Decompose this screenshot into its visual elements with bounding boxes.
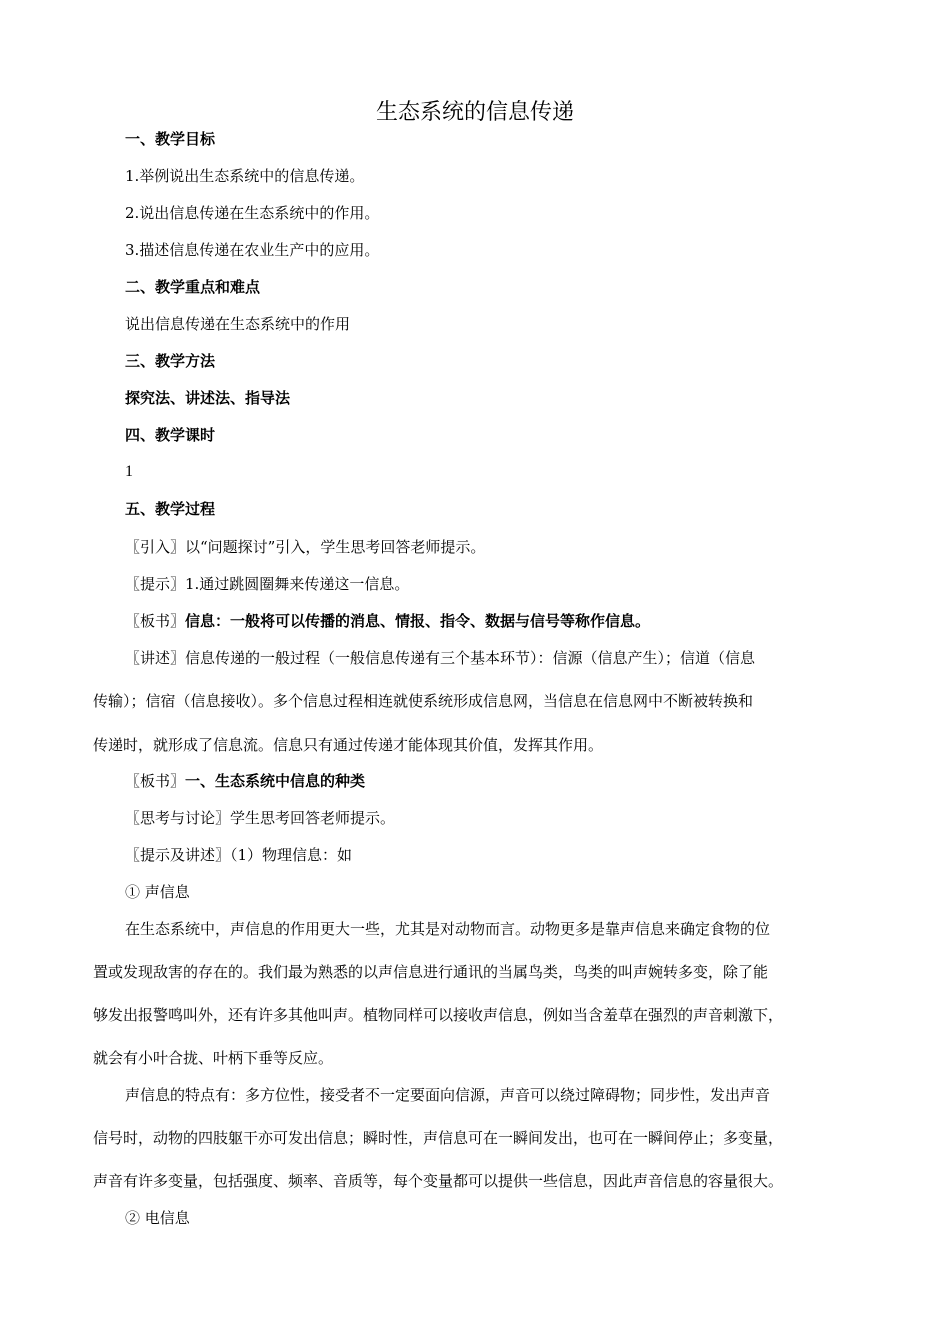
hint-text: 〖提示〗1.通过跳圆圈舞来传递这一信息。 — [125, 575, 410, 593]
key-points-text: 说出信息传递在生态系统中的作用 — [125, 315, 351, 333]
board-text: 一、生态系统中信息的种类 — [185, 772, 366, 790]
board-note-1 — [125, 611, 890, 631]
lecture-line-3: 传递时，就形成了信息流。信息只有通过传递才能体现其价值，发挥其作用。 — [93, 736, 604, 754]
objective-2: 2.说出信息传递在生态系统中的作用。 — [125, 204, 380, 222]
board-text: 信息：一般将可以传播的消息、情报、指令、数据与信号等称作信息。 — [185, 612, 651, 630]
lecture-line-1: 〖讲述〗信息传递的一般过程（一般信息传递有三个基本环节）：信源（信息产生）；信道（信息 — [125, 649, 756, 667]
heading-key-points: 二、教学重点和难点 — [125, 278, 261, 296]
hours-value: 1 — [125, 463, 133, 480]
document-title: 生态系统的信息传递 — [375, 100, 574, 125]
methods-text: 探究法、讲述法、指导法 — [125, 389, 291, 407]
heading-methods: 三、教学方法 — [125, 352, 216, 370]
objective-3: 3.描述信息传递在农业生产中的应用。 — [125, 241, 380, 259]
intro-text: 〖引入〗以“问题探讨”引入，学生思考回答老师提示。 — [125, 538, 486, 556]
board-tag: 〖板书〗 — [125, 772, 186, 790]
sound-para2-line1: 声信息的特点有：多方位性，接受者不一定要面向信源，声音可以绕过障碍物；同步性，发出声音 — [125, 1086, 771, 1104]
sound-para2-line2: 信号时，动物的四肢躯干亦可发出信息；瞬时性，声信息可在一瞬间发出，也可在一瞬间停止；多变量， — [93, 1129, 784, 1147]
heading-hours: 四、教学课时 — [125, 426, 216, 444]
sound-para2-line3: 声音有许多变量，包括强度、频率、音质等，每个变量都可以提供一些信息，因此声音信息的容量很大。 — [93, 1172, 784, 1190]
lecture-line-2: 传输）；信宿（信息接收）。多个信息过程相连就使系统形成信息网，当信息在信息网中不断被转换和 — [93, 692, 754, 710]
sound-para1-line1: 在生态系统中，声信息的作用更大一些，尤其是对动物而言。动物更多是靠声信息来确定食物的位 — [125, 920, 771, 938]
sound-para1-line3: 够发出报警鸣叫外，还有许多其他叫声。植物同样可以接收声信息，例如当含羞草在强烈的声音刺激下， — [93, 1006, 784, 1024]
sound-para1-line2: 置或发现敌害的存在的。我们最为熟悉的以声信息进行通讯的当属鸟类，鸟类的叫声婉转多变，除了能 — [93, 963, 769, 981]
sound-para1-line4: 就会有小叶合拢、叶柄下垂等反应。 — [93, 1049, 334, 1067]
heading-process: 五、教学过程 — [125, 500, 216, 518]
heading-objectives: 一、教学目标 — [125, 130, 216, 148]
discussion-text: 〖思考与讨论〗学生思考回答老师提示。 — [125, 809, 396, 827]
objective-1: 1.举例说出生态系统中的信息传递。 — [125, 167, 365, 185]
sound-info-title: ① 声信息 — [125, 883, 190, 901]
board-tag: 〖板书〗 — [125, 612, 186, 630]
electric-info-title: ② 电信息 — [125, 1209, 190, 1227]
board-note-2 — [125, 771, 890, 791]
hint-lecture-text: 〖提示及讲述〗（1）物理信息：如 — [125, 846, 353, 864]
